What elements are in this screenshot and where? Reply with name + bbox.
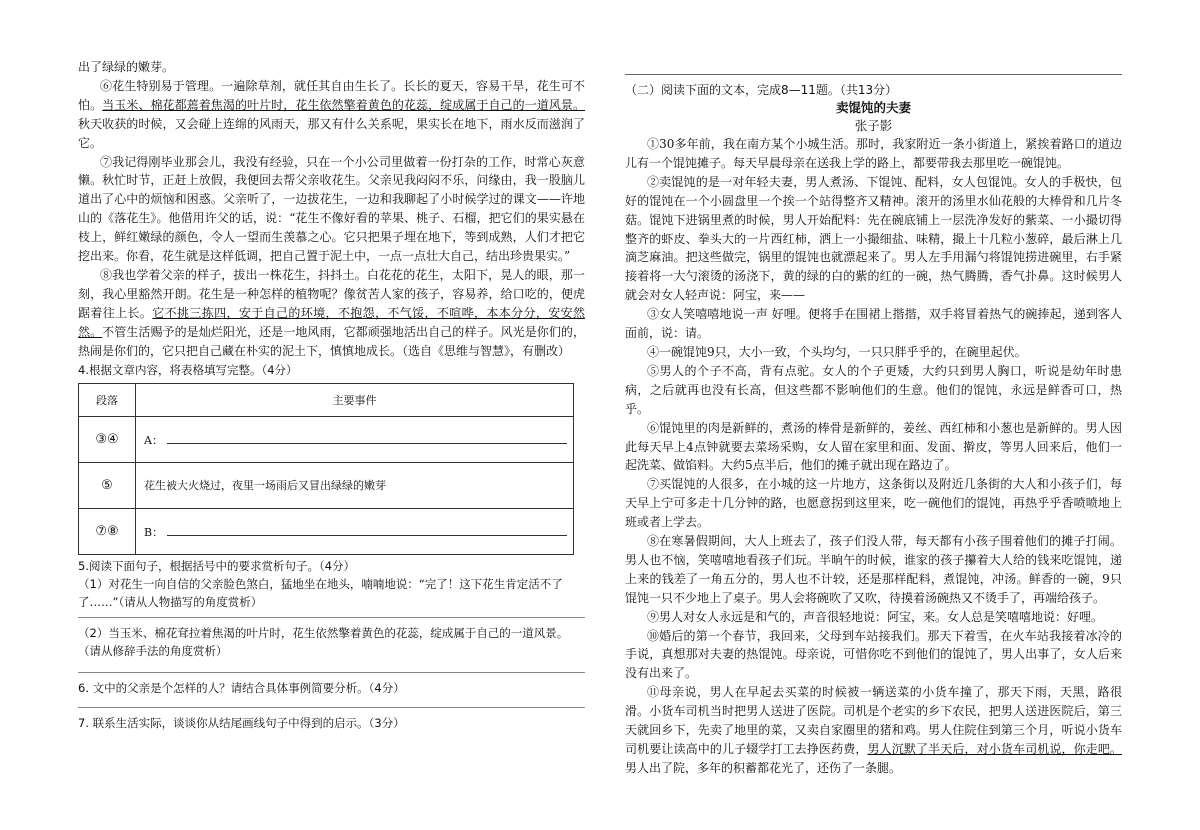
paragraph-6-underlined: 当玉米、棉花都蔫着焦渴的叶片时，花生依然擎着黄色的花蕊，绽成属于自己的一道风景。	[102, 97, 585, 112]
paragraph-7: ⑦我记得刚毕业那会儿，我没有经验，只在一个小公司里做着一份打杂的工作，时常心灰意懒。秋忙时节，正赶上放假，我便回去帮父亲收花生。父亲见我闷闷不乐，问缘由，我一股脑儿道出了心中的烦恼和困惑。父亲听了，一边拔花生，一边和我聊起了小时候学过的课文——许地山的《落花生》。他借用许父的话，说：“花生不像好看的苹果、桃子、石榴，把它们的果实悬在枝上，鲜红嫩绿的颜色，令人一望而生羡慕之心。它只把果子埋在地下，等到成熟，人们才把它挖出来。你看，花生就是这样低调，把自己置于泥土中，一点一点壮大自己，结出珍贵果实。”	[78, 154, 585, 264]
paragraph-8-text: ⑧我也学着父亲的样子，拔出一株花生，抖抖土。白花花的花生，太阳下，晃人的眼，那一刻，我心里豁然开朗。花生是一种怎样的植物呢？像贫苦人家的孩子，容易养，给口吃的，便虎踞着往上长。	[78, 267, 585, 320]
table-row	[79, 508, 574, 554]
paragraph-11-underlined: 男人沉默了半天后，对小货车司机说，你走吧。	[867, 742, 1122, 756]
paragraph-10: ⑩婚后的第一个春节，我回来，父母到车站接我们。那天下着雪，在火车站我接着冰冷的手说，真想那对夫妻的热馄饨。母亲说，可惜你吃不到他们的馄饨了，男人出事了，女人后来没有出来了。	[625, 628, 1122, 681]
table-cell-event[interactable]	[136, 416, 574, 462]
paragraph-6: ⑥馄饨里的肉是新鲜的，煮汤的棒骨是新鲜的，姜丝、西红柿和小葱也是新鲜的。男人因此每天早上4点钟就要去菜场采购，女人留在家里和面、发面、擀皮，等男人回来后，他们一起洗菜、做馅料。大约5点半后，他们的摊子就出现在路边了。	[625, 420, 1122, 473]
table-cell-paragraph: ⑦⑧	[79, 508, 136, 554]
table-cell-event[interactable]	[136, 508, 574, 554]
question-4: 4.根据文章内容，将表格填写完整。（4分）	[78, 362, 298, 377]
table-cell-paragraph: ③④	[79, 416, 136, 462]
table-row	[79, 462, 574, 508]
paragraph-6-text-end: 秋天收获的时候，又会碰上连绵的风雨天，那又有什么关系呢，果实长在地下，雨水反而滋润了它。	[78, 116, 585, 150]
paragraph-6	[78, 77, 585, 153]
question-5-2: （2）当玉米、棉花耷拉着焦渴的叶片时，花生依然擎着黄色的花蕊，绽成属于自己的一道风景。（请从修辞手法的角度赏析）	[78, 625, 569, 658]
table-header-event: 主要事件	[136, 383, 574, 416]
paragraph-8-underlined: 它不挑三拣四，安于自己的环境，不抱怨，不气馁，不喧哗，本本分分，安安然然。	[78, 305, 585, 339]
paragraph-6-text: ⑥花生特别易于管理。一遍除草剂，就任其自由生长了。长长的夏天，容易干旱，花生可不怕。	[78, 78, 585, 112]
paragraph-2: ②卖馄饨的是一对年轻夫妻，男人煮汤、下馄饨、配料，女人包馄饨。女人的手极快，包好的馄饨在一个小圆盘里一个挨一个站得整齐又精神。滚开的汤里水仙花般的大棒骨和几片冬菇。馄饨下进锅里煮的时候，男人开始配料：先在碗底铺上一层洗净发好的紫菜、一小撮切得整齐的虾皮、拳头大的一片西红柿，洒上一小撮细盐、味精，撮上十几粒小葱碎，最后淋上几滴芝麻油。把这些做完，锅里的馄饨也就漂起来了。男人左手用漏勺将馄饨捞进碗里，右手紧接着将一大勺滚烫的汤浇下，黄的绿的白的紫的红的一碗，热气腾腾，香气扑鼻。这时候男人就会对女人轻声说：阿宝，来——	[625, 174, 1122, 303]
table-header-paragraph: 段落	[79, 383, 136, 416]
question-5: 5.阅读下面句子，根据括号中的要求赏析句子。（4分）	[78, 558, 356, 573]
paragraph-3: ③女人笑嘻嘻地说一声 好哩。便将手在围裙上揩揩，双手将冒着热气的碗捧起，递到客人面前，说：请。	[625, 307, 1122, 341]
paragraph-9: ⑨男人对女人永远是和气的，声音很轻地说：阿宝，来。女人总是笑嘻嘻地说：好哩。	[647, 609, 1104, 624]
paragraph-11-text: ⑪母亲说，男人在早起去买菜的时候被一辆送菜的小货车撞了，那天下雨，天黑，路很滑。小货车司机当时把男人送进了医院。司机是个老实的乡下农民，把男人送进医院后，第三天就回乡下，先卖了地里的菜，又卖自家圈里的猪和鸡。男人住院住到第三个月，听说小货车司机要让读高中的儿子辍学打工去挣医药费，	[625, 685, 1122, 756]
answer-label-a: A：	[144, 433, 163, 447]
paragraph-5: ⑤男人的个子不高，背有点驼。女人的个子更矮，大约只到男人胸口，听说是幼年时患病，之后就再也没有长高，但这些都不影响他们的生意。他们的馄饨，永远是鲜香可口，热乎。	[625, 363, 1122, 416]
article-title: 卖馄饨的夫妻	[835, 100, 911, 115]
left-column	[78, 58, 585, 732]
paragraph-11-text-end: 男人出了院，多年的积蓄都花光了，还伤了一条腿。	[625, 760, 902, 775]
paragraph-7: ⑦买馄饨的人很多，在小城的这一片地方，这条街以及附近几条街的大人和小孩子们，每天早上宁可多走十几分钟的路，也愿意拐到这里来，吃一碗他们的馄饨，再热乎乎香喷喷地上班或者上学去。	[625, 477, 1122, 530]
table-row	[79, 416, 574, 462]
answer-line[interactable]	[78, 707, 585, 708]
paragraph-8: ⑧在寒暑假期间，大人上班去了，孩子们没人带，每天都有小孩子围着他们的摊子打闹。男人也不恼，笑嘻嘻地看孩子们玩。半晌午的时候，谁家的孩子攥着大人给的钱来吃馄饨，递上来的钱差了一角五分的，男人也不计较，还是那样配料，煮馄饨，冲汤。鲜香的一碗，9只馄饨一只不少地上了桌子。男人会将碗吹了又吹，待摸着汤碗热又不烫手了，再端给孩子。	[625, 534, 1122, 605]
paragraph-continuation: 出了绿绿的嫩芽。	[78, 60, 175, 74]
paragraph-1: ①30多年前，我在南方某个小城生活。那时，我家附近一条小街道上，紧挨着路口的道边儿有一个馄饨摊子。每天早晨母亲在送我上学的路上，都要带我去那里吃一碗馄饨。	[625, 137, 1122, 170]
paragraph-8	[78, 266, 585, 361]
answer-table	[78, 383, 574, 555]
divider	[625, 74, 1122, 75]
question-5-1: （1）对花生一向自信的父亲脸色煞白，猛地坐在地头，喃喃地说：“完了！这下花生肯定活不了了……”（请从人物描写的角度赏析）	[78, 576, 563, 609]
answer-line[interactable]	[78, 617, 585, 618]
right-column	[625, 74, 1122, 778]
table-cell-paragraph: ⑤	[79, 462, 136, 508]
paragraph-4: ④一碗馄饨9只，大小一致，个头均匀，一只只胖乎乎的，在碗里起伏。	[647, 344, 1027, 359]
question-7: 7. 联系生活实际，谈谈你从结尾画线句子中得到的启示。（3分）	[78, 715, 405, 730]
question-6: 6. 文中的父亲是个怎样的人？请结合具体事例简要分析。（4分）	[78, 680, 405, 695]
section-heading: （二）阅读下面的文本，完成8—11题。（共13分）	[625, 83, 898, 97]
article-author: 张子影	[854, 118, 893, 133]
paragraph-8-text-end: 不管生活赐予的是灿烂阳光，还是一地风雨，它都顽强地活出自己的样子。风光是你们的，热闹是你们的，它只把自己藏在朴实的泥土下，慎慎地成长。（选自《思维与智慧》，有删改）	[78, 324, 585, 358]
answer-blank-a[interactable]	[167, 431, 567, 444]
paragraph-11	[625, 683, 1122, 778]
table-cell-event: 花生被大火烧过，夜里一场雨后又冒出绿绿的嫩芽	[136, 462, 574, 508]
answer-label-b: B：	[144, 525, 164, 539]
answer-blank-b[interactable]	[167, 523, 567, 536]
answer-line[interactable]	[78, 672, 585, 673]
